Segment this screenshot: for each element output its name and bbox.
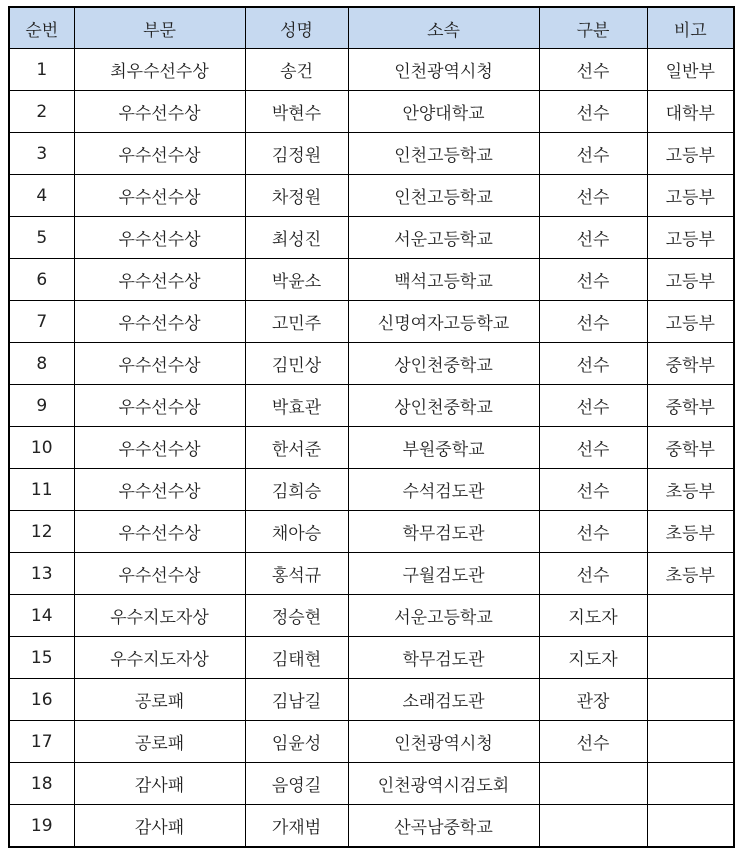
cell-affiliation: 인천고등학교: [348, 133, 539, 175]
table-row: [9, 679, 734, 721]
cell-number: 9: [9, 385, 74, 427]
header-note: 비고: [647, 7, 734, 49]
cell-name: 김희승: [245, 469, 348, 511]
cell-number: 15: [9, 637, 74, 679]
cell-name: 박효관: [245, 385, 348, 427]
cell-name: 한서준: [245, 427, 348, 469]
table-row: [9, 259, 734, 301]
header-name: 성명: [245, 7, 348, 49]
cell-category: 공로패: [74, 721, 245, 763]
cell-name: 박윤소: [245, 259, 348, 301]
cell-type: 관장: [539, 679, 647, 721]
cell-affiliation: 구월검도관: [348, 553, 539, 595]
cell-note: [647, 679, 734, 721]
cell-affiliation: 백석고등학교: [348, 259, 539, 301]
cell-category: 감사패: [74, 805, 245, 848]
table-row: [9, 427, 734, 469]
cell-affiliation: 인천고등학교: [348, 175, 539, 217]
cell-type: 지도자: [539, 595, 647, 637]
table-row: [9, 595, 734, 637]
cell-number: 18: [9, 763, 74, 805]
cell-category: 우수선수상: [74, 91, 245, 133]
cell-number: 6: [9, 259, 74, 301]
cell-note: 중학부: [647, 343, 734, 385]
cell-number: 2: [9, 91, 74, 133]
cell-name: 최성진: [245, 217, 348, 259]
cell-affiliation: 인천광역시검도회: [348, 763, 539, 805]
cell-type: 선수: [539, 49, 647, 91]
table-row: [9, 637, 734, 679]
table-row: [9, 301, 734, 343]
cell-category: 우수지도자상: [74, 595, 245, 637]
cell-note: 고등부: [647, 217, 734, 259]
cell-number: 16: [9, 679, 74, 721]
cell-note: 중학부: [647, 385, 734, 427]
cell-type: 선수: [539, 469, 647, 511]
cell-note: 초등부: [647, 511, 734, 553]
cell-category: 우수지도자상: [74, 637, 245, 679]
cell-category: 감사패: [74, 763, 245, 805]
cell-affiliation: 서운고등학교: [348, 595, 539, 637]
cell-number: 10: [9, 427, 74, 469]
header-category: 부문: [74, 7, 245, 49]
cell-affiliation: 부원중학교: [348, 427, 539, 469]
cell-name: 차정원: [245, 175, 348, 217]
cell-number: 17: [9, 721, 74, 763]
cell-note: 일반부: [647, 49, 734, 91]
cell-category: 우수선수상: [74, 175, 245, 217]
cell-note: 초등부: [647, 469, 734, 511]
table-row: [9, 721, 734, 763]
cell-type: 선수: [539, 343, 647, 385]
cell-name: 송건: [245, 49, 348, 91]
cell-note: [647, 805, 734, 848]
cell-type: 선수: [539, 385, 647, 427]
table-row: [9, 469, 734, 511]
cell-name: 김정원: [245, 133, 348, 175]
cell-note: 고등부: [647, 133, 734, 175]
cell-number: 14: [9, 595, 74, 637]
cell-category: 공로패: [74, 679, 245, 721]
cell-type: 선수: [539, 721, 647, 763]
cell-number: 3: [9, 133, 74, 175]
header-type: 구분: [539, 7, 647, 49]
cell-type: 선수: [539, 175, 647, 217]
table-row: [9, 91, 734, 133]
cell-category: 최우수선수상: [74, 49, 245, 91]
cell-type: [539, 805, 647, 848]
cell-type: 선수: [539, 301, 647, 343]
cell-affiliation: 신명여자고등학교: [348, 301, 539, 343]
cell-name: 임윤성: [245, 721, 348, 763]
cell-name: 정승현: [245, 595, 348, 637]
table-row: [9, 385, 734, 427]
cell-name: 가재범: [245, 805, 348, 848]
table-row: [9, 553, 734, 595]
cell-affiliation: 서운고등학교: [348, 217, 539, 259]
cell-category: 우수선수상: [74, 343, 245, 385]
cell-affiliation: 수석검도관: [348, 469, 539, 511]
cell-affiliation: 상인천중학교: [348, 385, 539, 427]
cell-category: 우수선수상: [74, 259, 245, 301]
cell-category: 우수선수상: [74, 217, 245, 259]
cell-number: 1: [9, 49, 74, 91]
table-row: [9, 763, 734, 805]
cell-note: 고등부: [647, 301, 734, 343]
header-affiliation: 소속: [348, 7, 539, 49]
cell-category: 우수선수상: [74, 385, 245, 427]
cell-number: 11: [9, 469, 74, 511]
cell-name: 홍석규: [245, 553, 348, 595]
cell-name: 박현수: [245, 91, 348, 133]
cell-type: 지도자: [539, 637, 647, 679]
cell-number: 13: [9, 553, 74, 595]
cell-affiliation: 인천광역시청: [348, 49, 539, 91]
cell-affiliation: 인천광역시청: [348, 721, 539, 763]
cell-note: 대학부: [647, 91, 734, 133]
cell-category: 우수선수상: [74, 133, 245, 175]
cell-affiliation: 학무검도관: [348, 637, 539, 679]
cell-note: [647, 721, 734, 763]
cell-affiliation: 안양대학교: [348, 91, 539, 133]
cell-name: 음영길: [245, 763, 348, 805]
cell-type: 선수: [539, 217, 647, 259]
cell-affiliation: 산곡남중학교: [348, 805, 539, 848]
cell-note: [647, 763, 734, 805]
table-row: [9, 175, 734, 217]
table-row: [9, 805, 734, 848]
cell-number: 5: [9, 217, 74, 259]
table-row: [9, 511, 734, 553]
awards-table-container: [8, 6, 735, 848]
table-row: [9, 343, 734, 385]
cell-type: 선수: [539, 259, 647, 301]
cell-affiliation: 상인천중학교: [348, 343, 539, 385]
cell-category: 우수선수상: [74, 469, 245, 511]
cell-category: 우수선수상: [74, 553, 245, 595]
table-header-row: [9, 7, 734, 49]
cell-type: 선수: [539, 133, 647, 175]
cell-type: [539, 763, 647, 805]
cell-note: 초등부: [647, 553, 734, 595]
table-row: [9, 49, 734, 91]
cell-affiliation: 소래검도관: [348, 679, 539, 721]
cell-number: 19: [9, 805, 74, 848]
table-row: [9, 133, 734, 175]
cell-note: [647, 637, 734, 679]
table-row: [9, 217, 734, 259]
cell-note: [647, 595, 734, 637]
cell-number: 12: [9, 511, 74, 553]
cell-name: 김태현: [245, 637, 348, 679]
cell-note: 고등부: [647, 259, 734, 301]
cell-type: 선수: [539, 427, 647, 469]
cell-category: 우수선수상: [74, 427, 245, 469]
cell-name: 김민상: [245, 343, 348, 385]
cell-type: 선수: [539, 553, 647, 595]
cell-type: 선수: [539, 511, 647, 553]
cell-note: 고등부: [647, 175, 734, 217]
cell-affiliation: 학무검도관: [348, 511, 539, 553]
cell-category: 우수선수상: [74, 511, 245, 553]
cell-name: 김남길: [245, 679, 348, 721]
cell-name: 채아승: [245, 511, 348, 553]
cell-note: 중학부: [647, 427, 734, 469]
cell-number: 7: [9, 301, 74, 343]
cell-number: 8: [9, 343, 74, 385]
cell-category: 우수선수상: [74, 301, 245, 343]
cell-number: 4: [9, 175, 74, 217]
cell-name: 고민주: [245, 301, 348, 343]
awards-table: [8, 6, 735, 848]
cell-type: 선수: [539, 91, 647, 133]
header-number: 순번: [9, 7, 74, 49]
table-body: [9, 49, 734, 848]
